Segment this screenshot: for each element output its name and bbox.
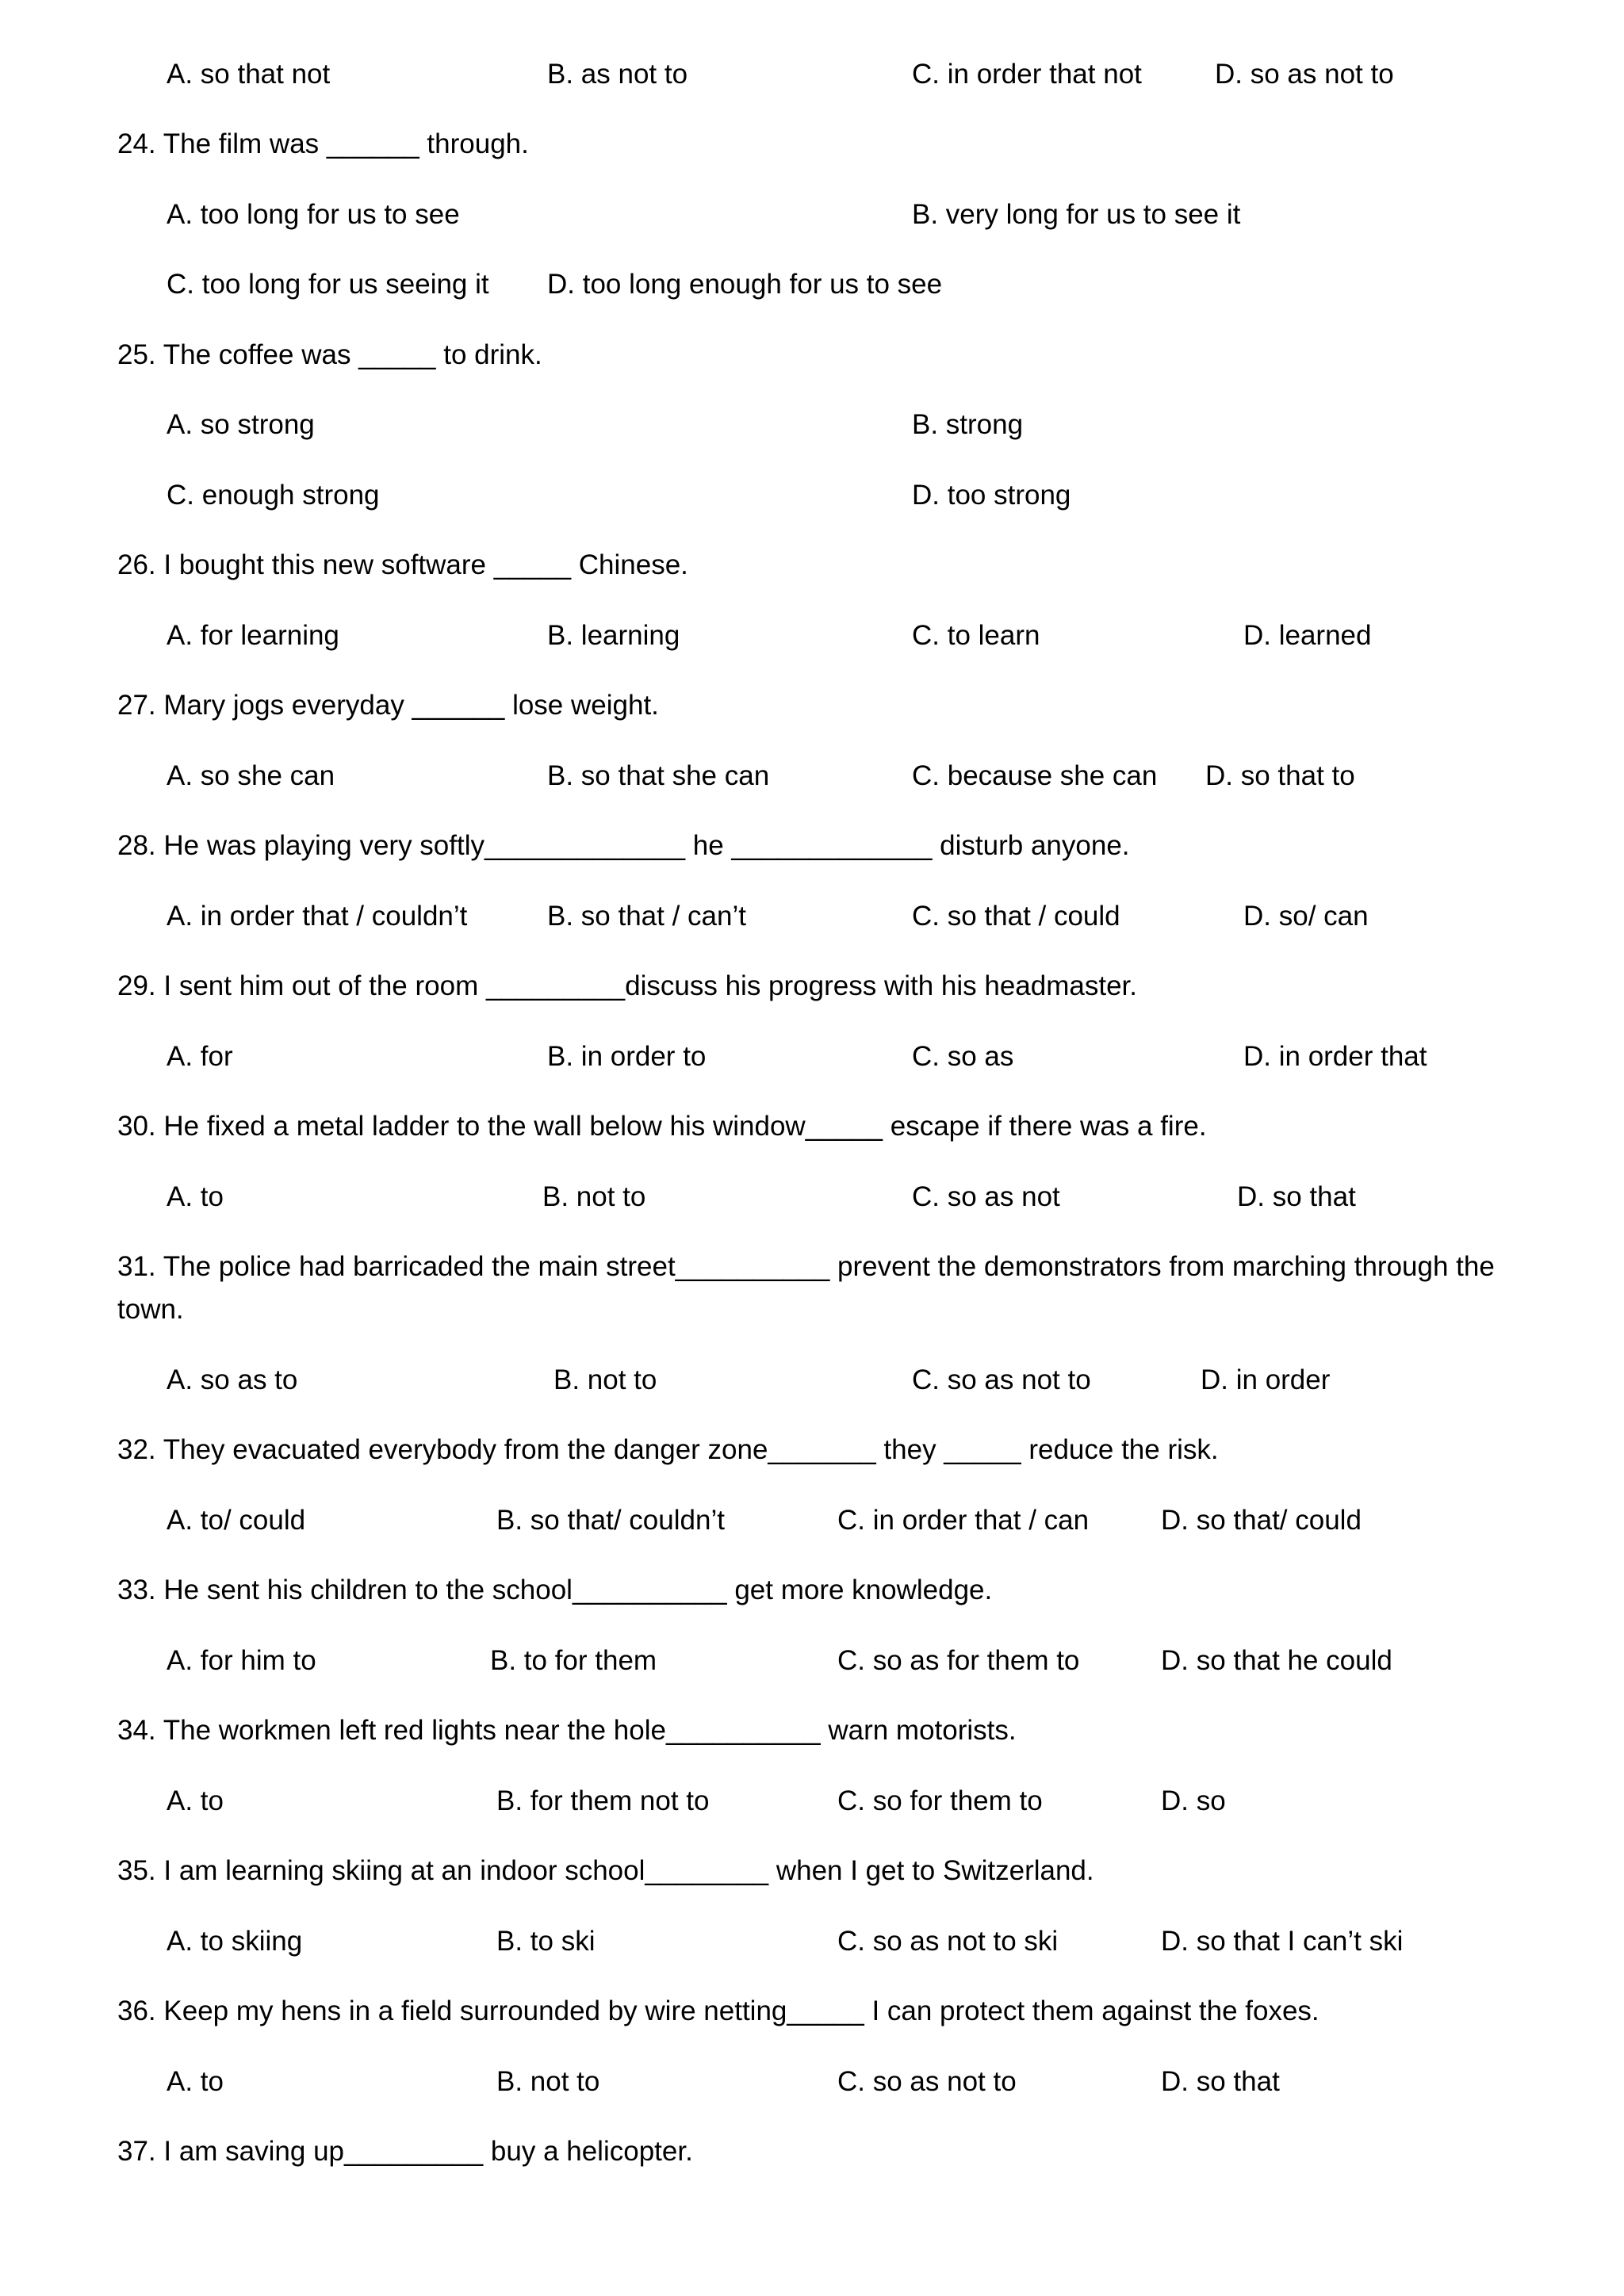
option-a: A. to skiing	[167, 1926, 303, 1957]
question-text: 28. He was playing very softly_____________ he _____________ disturb anyone.	[117, 830, 1130, 861]
question-text: 36. Keep my hens in a field surrounded by wire netting_____ I can protect them against the foxes.	[117, 1996, 1320, 2026]
question-text: 25. The coffee was _____ to drink.	[117, 339, 542, 370]
option-c: C. so as for them to	[837, 1645, 1080, 1676]
option-a: A. to	[167, 2066, 224, 2097]
option-d: D. too strong	[912, 480, 1071, 511]
question-text: 30. He fixed a metal ladder to the wall below his window_____ escape if there was a fire.	[117, 1111, 1207, 1142]
option-d: D. so/ can	[1243, 901, 1369, 932]
option-c: C. so as not to	[912, 1364, 1091, 1395]
option-a: A. too long for us to see	[167, 199, 460, 230]
option-d: D. so that he could	[1161, 1645, 1392, 1676]
question-text: 27. Mary jogs everyday ______ lose weight.	[117, 690, 659, 721]
question-text: 26. I bought this new software _____ Chinese.	[117, 549, 688, 580]
option-b: B. to for them	[490, 1645, 657, 1676]
option-d: D. learned	[1243, 620, 1372, 651]
question-text: 32. They evacuated everybody from the danger zone_______ they _____ reduce the risk.	[117, 1434, 1219, 1465]
option-a: A. so she can	[167, 760, 335, 791]
option-d: D. too long enough for us to see	[547, 269, 943, 300]
option-a: A. to	[167, 1785, 224, 1816]
option-b: B. so that / can’t	[547, 901, 746, 932]
option-b: B. for them not to	[496, 1785, 710, 1816]
option-a: A. to	[167, 1181, 224, 1212]
option-c: C. because she can	[912, 760, 1158, 791]
option-b: B. learning	[547, 620, 680, 651]
option-d: D. so that I can’t ski	[1161, 1926, 1404, 1957]
option-c: C. enough strong	[167, 480, 380, 511]
question-text: 34. The workmen left red lights near the hole__________ warn motorists.	[117, 1715, 1017, 1746]
option-d: D. so that/ could	[1161, 1505, 1362, 1536]
question-text: 29. I sent him out of the room _________discuss his progress with his headmaster.	[117, 970, 1137, 1001]
option-a: A. in order that / couldn’t	[167, 901, 468, 932]
option-a: A. so as to	[167, 1364, 298, 1395]
option-d: D. so	[1161, 1785, 1226, 1816]
option-b: B. so that she can	[547, 760, 770, 791]
option-c: C. so as not	[912, 1181, 1060, 1212]
option-c: C. in order that not	[912, 59, 1142, 90]
option-d: D. in order	[1201, 1364, 1331, 1395]
option-a: A. to/ could	[167, 1505, 306, 1536]
question-text: 33. He sent his children to the school__________ get more knowledge.	[117, 1575, 993, 1605]
question-text: 35. I am learning skiing at an indoor school________ when I get to Switzerland.	[117, 1855, 1094, 1886]
option-d: D. so as not to	[1215, 59, 1394, 90]
option-c: C. so as not to ski	[837, 1926, 1059, 1957]
option-a: A. for	[167, 1041, 233, 1072]
option-c: C. so for them to	[837, 1785, 1043, 1816]
option-c: C. so as not to	[837, 2066, 1017, 2097]
option-a: A. for learning	[167, 620, 339, 651]
option-b: B. very long for us to see it	[912, 199, 1241, 230]
option-c: C. to learn	[912, 620, 1040, 651]
option-d: D. so that	[1237, 1181, 1356, 1212]
option-a: A. for him to	[167, 1645, 316, 1676]
option-c: C. so as	[912, 1041, 1014, 1072]
option-b: B. as not to	[547, 59, 688, 90]
question-31	[0, 1246, 1624, 1334]
option-b: B. in order to	[547, 1041, 707, 1072]
option-b: B. strong	[912, 409, 1024, 440]
option-b: B. not to	[553, 1364, 657, 1395]
question-text: 31. The police had barricaded the main street__________ prevent the demonstrators from marching through the town.	[117, 1251, 1495, 1325]
option-a: A. so that not	[167, 59, 331, 90]
option-c: C. so that / could	[912, 901, 1120, 932]
question-text: 24. The film was ______ through.	[117, 128, 529, 159]
option-d: D. so that	[1161, 2066, 1280, 2097]
option-c: C. too long for us seeing it	[167, 269, 489, 300]
option-c: C. in order that / can	[837, 1505, 1090, 1536]
option-b: B. so that/ couldn’t	[496, 1505, 725, 1536]
option-b: B. not to	[542, 1181, 646, 1212]
option-b: B. to ski	[496, 1926, 596, 1957]
option-d: D. in order that	[1243, 1041, 1427, 1072]
option-d: D. so that to	[1205, 760, 1355, 791]
option-b: B. not to	[496, 2066, 600, 2097]
question-text: 37. I am saving up_________ buy a helicopter.	[117, 2136, 693, 2167]
option-a: A. so strong	[167, 409, 315, 440]
